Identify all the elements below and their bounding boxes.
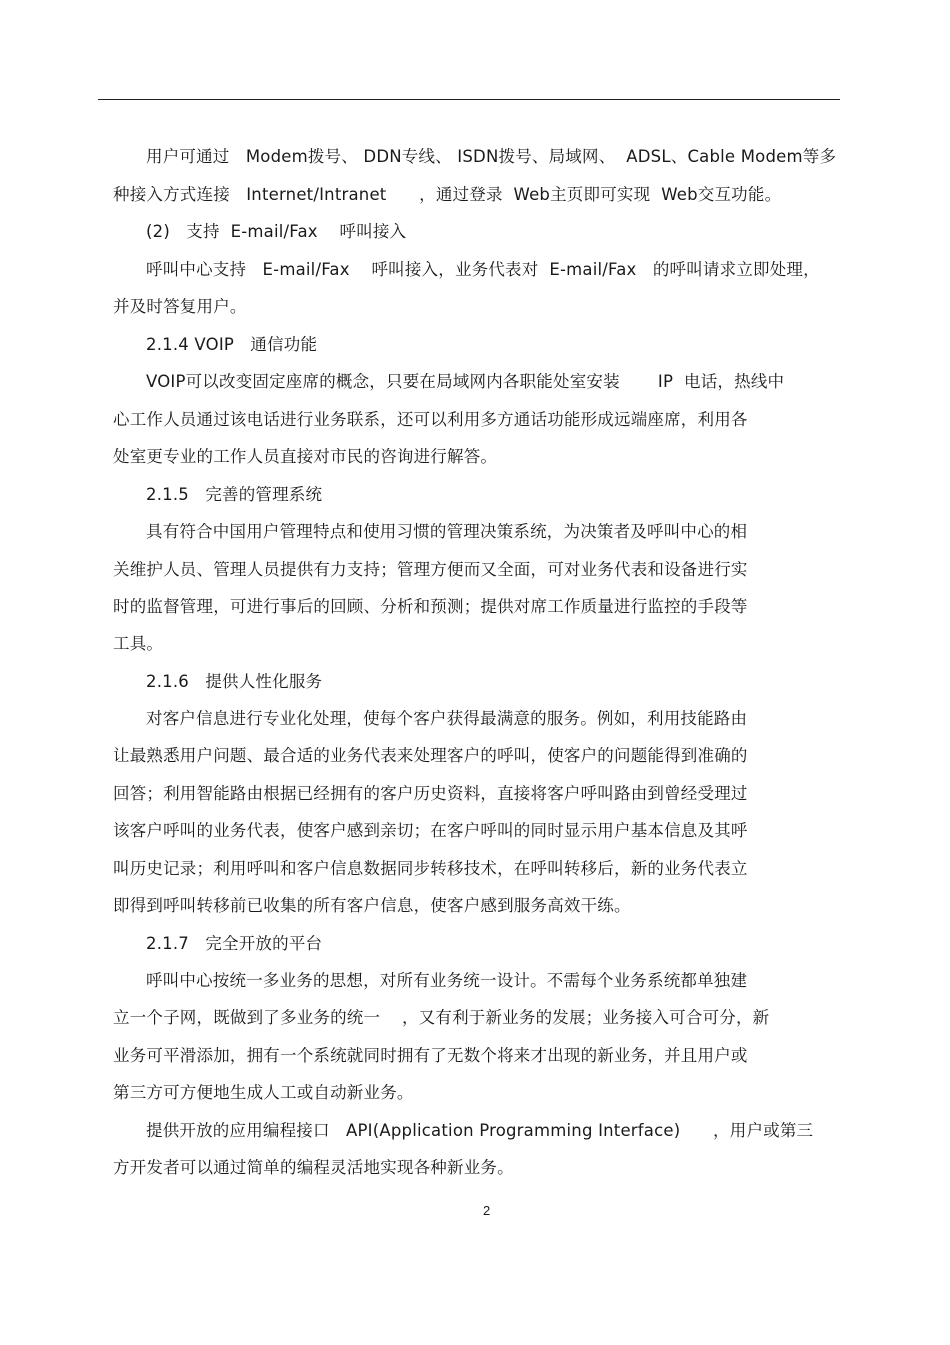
text-line: 业务可平滑添加，拥有一个系统就同时拥有了无数个将来才出现的新业务，并且用户或 [113,1046,748,1065]
text-line: 用户可通过 Modem拨号、 DDN专线、 ISDN拨号、局域网、 ADSL、Cable Modem等多 [146,147,837,166]
text-line: 心工作人员通过该电话进行业务联系，还可以利用多方通话功能形成远端座席，利用各 [113,410,748,429]
text-line: VOIP可以改变固定座席的概念，只要在局域网内各职能处室安装 IP 电话，热线中 [146,372,785,391]
text-line: (2) 支持 E-mail/Fax 呼叫接入 [146,222,407,241]
header-rule [98,99,840,100]
text-line: 立一个子网，既做到了多业务的统一 ，又有利于新业务的发展；业务接入可合可分，新 [113,1008,770,1027]
text-line: 第三方可方便地生成人工或自动新业务。 [113,1083,414,1102]
text-line: 即得到呼叫转移前已收集的所有客户信息，使客户感到服务高效干练。 [113,896,631,915]
text-line: 叫历史记录；利用呼叫和客户信息数据同步转移技术，在呼叫转移后，新的业务代表立 [113,859,748,878]
section-heading: 2.1.4 VOIP 通信功能 [146,335,318,354]
text-line: 种接入方式连接 Internet/Intranet ，通过登录 Web主页即可实现 Web交互功能。 [113,185,782,204]
text-line: 对客户信息进行专业化处理，使每个客户获得最满意的服务。例如，利用技能路由 [146,709,748,728]
section-heading: 2.1.7 完全开放的平台 [146,934,323,953]
text-line: 时的监督管理，可进行事后的回顾、分析和预测；提供对席工作质量进行监控的手段等 [113,597,748,616]
text-line: 提供开放的应用编程接口 API(Application Programming Interface) ，用户或第三 [146,1121,814,1140]
section-heading: 2.1.5 完善的管理系统 [146,485,323,504]
text-line: 处室更专业的工作人员直接对市民的咨询进行解答。 [113,447,498,466]
text-line: 呼叫中心支持 E-mail/Fax 呼叫接入，业务代表对 E-mail/Fax 的呼叫请求立即处理， [146,260,820,279]
text-line: 关维护人员、管理人员提供有力支持；管理方便而又全面，可对业务代表和设备进行实 [113,560,748,579]
text-line: 并及时答复用户。 [113,297,247,316]
text-line: 让最熟悉用户问题、最合适的业务代表来处理客户的呼叫，使客户的问题能得到准确的 [113,746,748,765]
text-line: 工具。 [113,634,164,653]
page-number: 2 [483,1203,491,1218]
text-line: 呼叫中心按统一多业务的思想，对所有业务统一设计。不需每个业务系统都单独建 [146,971,748,990]
text-line: 具有符合中国用户管理特点和使用习惯的管理决策系统，为决策者及呼叫中心的相 [146,522,748,541]
section-heading: 2.1.6 提供人性化服务 [146,672,323,691]
text-line: 方开发者可以通过简单的编程灵活地实现各种新业务。 [113,1158,514,1177]
text-line: 该客户呼叫的业务代表，使客户感到亲切；在客户呼叫的同时显示用户基本信息及其呼 [113,821,748,840]
text-line: 回答；利用智能路由根据已经拥有的客户历史资料，直接将客户呼叫路由到曾经受理过 [113,784,748,803]
